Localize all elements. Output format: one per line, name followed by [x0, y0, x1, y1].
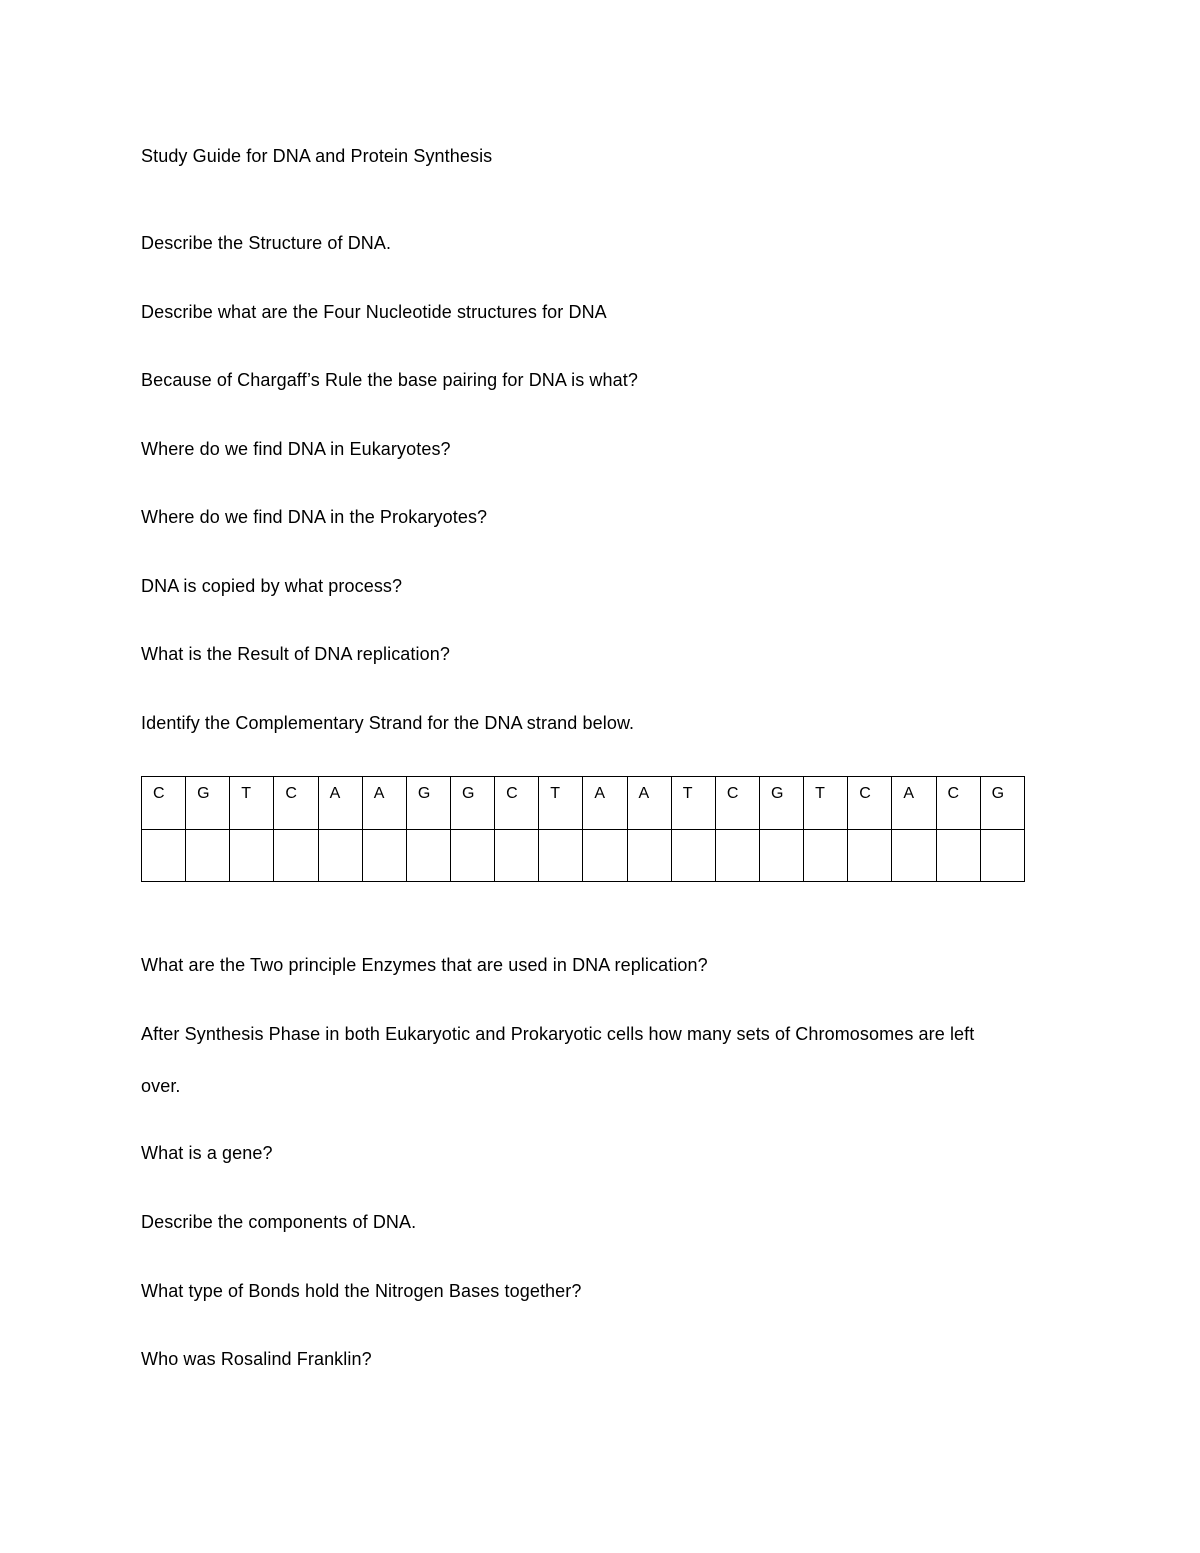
dna-base-label: G	[991, 785, 1005, 802]
complementary-base-label	[230, 830, 273, 839]
complementary-base-label	[495, 830, 538, 839]
dna-base-label: A	[594, 785, 606, 802]
dna-base-label: T	[815, 785, 825, 802]
question-chromosome-sets-line2: over.	[141, 1076, 181, 1096]
complementary-base-cell	[406, 829, 450, 882]
complementary-base-label	[274, 830, 317, 839]
complementary-base-label	[628, 830, 671, 839]
complementary-base-label	[804, 830, 847, 839]
complementary-base-cell	[583, 829, 627, 882]
dna-base-label: A	[373, 785, 385, 802]
dna-base-cell	[848, 777, 892, 830]
dna-base-label: G	[197, 785, 210, 802]
complementary-base-label	[142, 830, 185, 839]
complementary-base-label	[583, 830, 626, 839]
dna-base-label: G	[770, 785, 784, 802]
dna-base-cell	[186, 777, 230, 830]
complementary-base-cell	[671, 829, 715, 882]
complementary-base-cell	[274, 829, 318, 882]
dna-base-label: C	[726, 785, 739, 802]
dna-base-cell	[583, 777, 627, 830]
question-chargaffs-rule: Because of Chargaff’s Rule the base pairing for DNA is what?	[141, 370, 638, 390]
dna-base-cell	[627, 777, 671, 830]
question-structure-of-dna: Describe the Structure of DNA.	[141, 233, 392, 253]
dna-base-label: T	[550, 785, 561, 802]
complementary-base-cell	[627, 829, 671, 882]
complementary-base-cell	[318, 829, 362, 882]
question-complementary-strand: Identify the Complementary Strand for the DNA strand below.	[141, 713, 635, 733]
question-chromosome-sets-line1: After Synthesis Phase in both Eukaryotic and Prokaryotic cells how many sets of Chromosomes are left	[141, 1024, 975, 1044]
complementary-base-label	[981, 830, 1024, 839]
complementary-strand-row	[142, 829, 1025, 882]
dna-base-cell	[406, 777, 450, 830]
dna-base-label: G	[417, 785, 431, 802]
dna-base-label: C	[859, 785, 871, 802]
complementary-base-cell	[142, 829, 186, 882]
complementary-base-cell	[450, 829, 494, 882]
complementary-base-label	[363, 830, 406, 839]
complementary-base-cell	[980, 829, 1024, 882]
dna-strand-row	[142, 777, 1025, 830]
dna-base-cell	[539, 777, 583, 830]
dna-base-cell	[759, 777, 803, 830]
complementary-base-label	[937, 830, 980, 839]
complementary-base-cell	[362, 829, 406, 882]
dna-base-cell	[318, 777, 362, 830]
question-what-is-gene: What is a gene?	[141, 1143, 273, 1163]
complementary-base-label	[716, 830, 759, 839]
question-replication-result: What is the Result of DNA replication?	[141, 644, 450, 664]
question-bonds-nitrogen-bases: What type of Bonds hold the Nitrogen Bases together?	[141, 1281, 582, 1301]
question-two-enzymes: What are the Two principle Enzymes that are used in DNA replication?	[141, 955, 708, 975]
dna-base-label: C	[153, 785, 165, 802]
complementary-base-label	[672, 830, 715, 839]
dna-base-cell	[230, 777, 274, 830]
complementary-base-label	[407, 830, 450, 839]
dna-base-cell	[450, 777, 494, 830]
dna-base-cell	[804, 777, 848, 830]
dna-base-label: A	[329, 785, 341, 802]
question-four-nucleotides: Describe what are the Four Nucleotide structures for DNA	[141, 302, 607, 322]
complementary-base-label	[848, 830, 891, 839]
complementary-base-cell	[230, 829, 274, 882]
dna-strand-table	[141, 776, 1025, 882]
dna-base-cell	[715, 777, 759, 830]
dna-base-label: T	[241, 785, 252, 802]
complementary-base-cell	[715, 829, 759, 882]
complementary-base-cell	[186, 829, 230, 882]
dna-base-cell	[936, 777, 980, 830]
complementary-base-cell	[804, 829, 848, 882]
complementary-base-label	[319, 830, 362, 839]
dna-base-cell	[274, 777, 318, 830]
complementary-base-label	[892, 830, 935, 839]
dna-base-label: C	[285, 785, 297, 802]
dna-base-label: A	[638, 785, 650, 802]
dna-base-label: C	[506, 785, 518, 802]
complementary-base-cell	[848, 829, 892, 882]
complementary-base-label	[539, 830, 582, 839]
complementary-base-label	[760, 830, 803, 839]
complementary-base-cell	[495, 829, 539, 882]
dna-base-cell	[980, 777, 1024, 830]
question-dna-copied: DNA is copied by what process?	[141, 576, 403, 596]
complementary-base-cell	[936, 829, 980, 882]
complementary-base-cell	[759, 829, 803, 882]
dna-base-label: T	[682, 785, 693, 802]
dna-base-label: G	[461, 785, 475, 802]
document-title: Study Guide for DNA and Protein Synthesis	[141, 146, 493, 166]
complementary-base-label	[186, 830, 229, 839]
dna-base-cell	[892, 777, 936, 830]
complementary-base-cell	[892, 829, 936, 882]
dna-base-cell	[671, 777, 715, 830]
complementary-base-label	[451, 830, 494, 839]
complementary-base-cell	[539, 829, 583, 882]
question-dna-eukaryotes: Where do we find DNA in Eukaryotes?	[141, 439, 451, 459]
dna-base-cell	[142, 777, 186, 830]
dna-base-cell	[495, 777, 539, 830]
question-dna-prokaryotes: Where do we find DNA in the Prokaryotes?	[141, 507, 488, 527]
dna-base-label: A	[903, 785, 915, 802]
question-components-of-dna: Describe the components of DNA.	[141, 1212, 417, 1232]
dna-base-label: C	[947, 785, 960, 802]
question-rosalind-franklin: Who was Rosalind Franklin?	[141, 1349, 372, 1369]
dna-base-cell	[362, 777, 406, 830]
